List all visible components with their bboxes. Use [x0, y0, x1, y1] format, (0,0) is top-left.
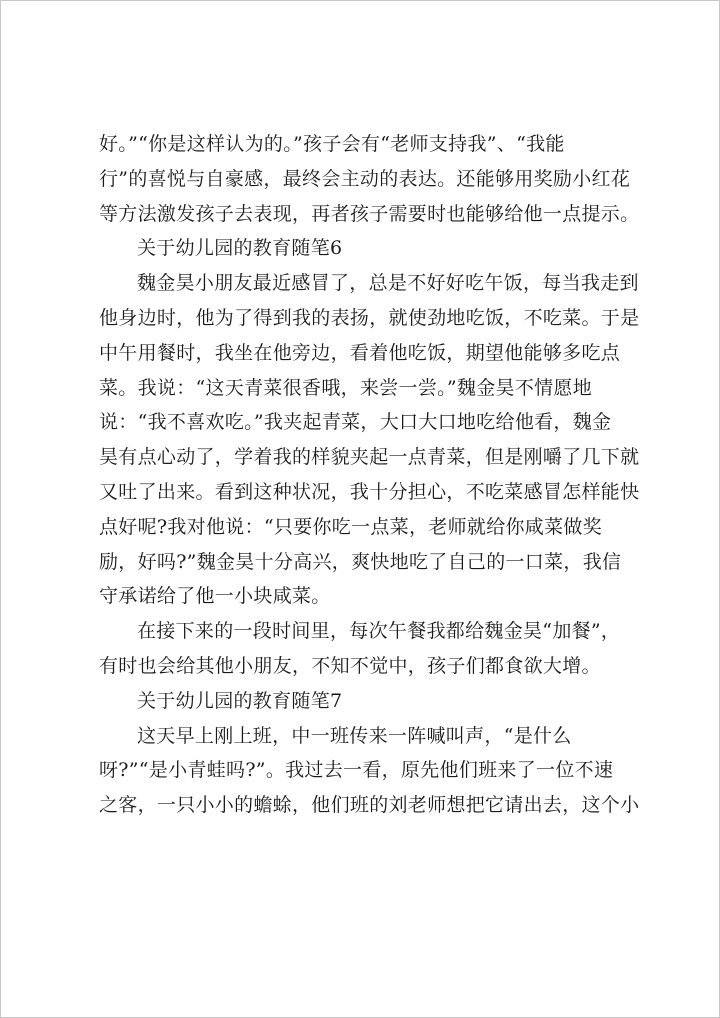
text-line: 中午用餐时，我坐在他旁边，看着他吃饭，期望他能够多吃点 [99, 341, 621, 364]
text-line: 他身边时，他为了得到我的表扬，就使劲地吃饭，不吃菜。于是 [99, 306, 640, 329]
text-line: 守承诺给了他一小块咸菜。 [99, 585, 331, 608]
text-line: 菜。我说：“这天青菜很香哦，来尝一尝。”魏金昊不情愿地 [99, 376, 593, 399]
text-line: 有时也会给其他小朋友，不知不觉中，孩子们都食欲大增。 [99, 654, 601, 677]
text-line: 点好呢?我对他说：“只要你吃一点菜，老师就给你咸菜做奖 [99, 515, 603, 538]
text-line: 说：“我不喜欢吃。”我夹起青菜，大口大口地吃给他看，魏金 [99, 411, 612, 434]
text-line: 呀?”“是小青蛙吗?”。我过去一看，原先他们班来了一位不速 [99, 759, 614, 782]
section-heading: 关于幼儿园的教育随笔6 [137, 237, 343, 260]
text-line: 昊有点心动了，学着我的样貌夹起一点青菜，但是刚嚼了几下就 [99, 446, 640, 469]
text-line: 魏金昊小朋友最近感冒了，总是不好好吃午饭，每当我走到 [137, 272, 639, 295]
section-heading: 关于幼儿园的教育随笔7 [137, 689, 343, 712]
document-body [99, 127, 659, 823]
text-line: 又吐了出来。看到这种状况，我十分担心，不吃菜感冒怎样能快 [99, 480, 640, 503]
text-line: 好。”“你是这样认为的。”孩子会有“老师支持我”、“我能 [99, 133, 565, 155]
text-line: 励，好吗?”魏金昊十分高兴，爽快地吃了自己的一口菜，我信 [99, 550, 622, 573]
text-line: 之客，一只小小的蟾蜍，他们班的刘老师想把它请出去，这个小 [99, 794, 640, 817]
text-line: 在接下来的一段时间里，每次午餐我都给魏金昊“加餐”， [137, 620, 621, 643]
text-line: 这天早上刚上班，中一班传来一阵喊叫声，“是什么 [137, 724, 572, 747]
text-line: 等方法激发孩子去表现，再者孩子需要时也能够给他一点提示。 [99, 202, 640, 225]
text-line: 行”的喜悦与自豪感，最终会主动的表达。还能够用奖励小红花 [99, 167, 631, 190]
